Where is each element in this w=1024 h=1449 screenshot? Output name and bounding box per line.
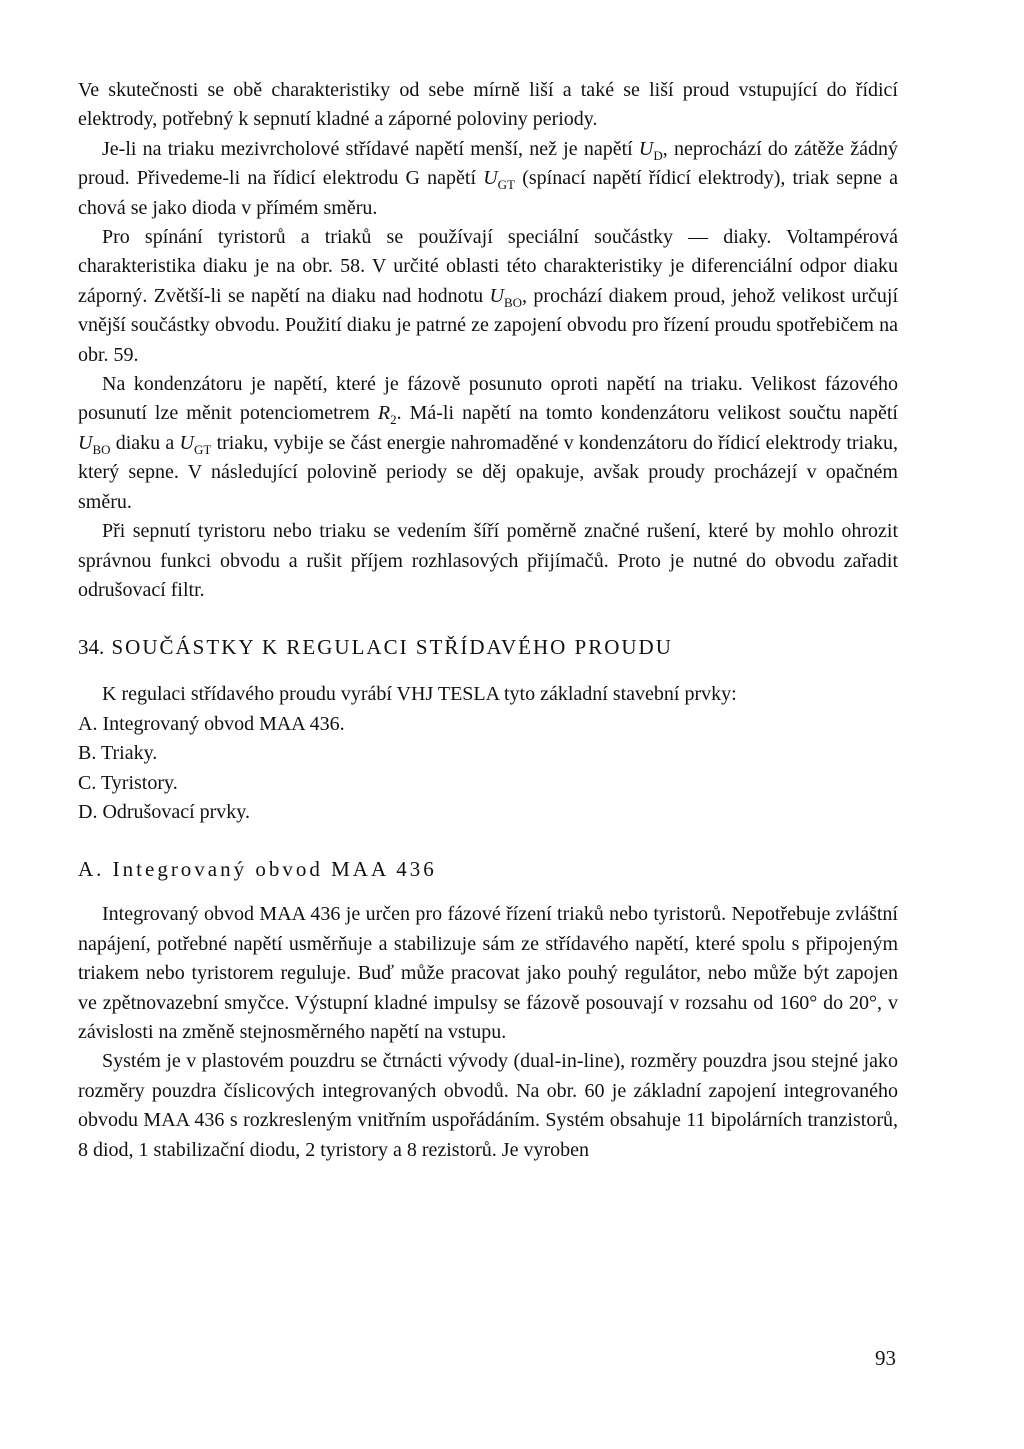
section-number: 34. bbox=[78, 635, 105, 660]
text-block-b bbox=[78, 900, 898, 1165]
paragraph: Na kondenzátoru je napětí, které je fázově posunuto oproti napětí na triaku. Velikost fázového posunutí lze měnit potenciometrem $R_2$. Má-li napětí na tomto kondenzátoru velikost součtu napětí $U_{BO}$ diaku a $U_{GT}$ triaku, vybije se část energie nahromaděné v kondenzátoru do řídicí elektrody triaku, který sepne. V následující polovině periody se děj opakuje, avšak proudy procházejí v opačném směru. bbox=[78, 373, 899, 513]
paragraph: Systém je v plastovém pouzdru se čtrnácti vývody (dual-in-line), rozměry pouzdra jsou stejné jako rozměry pouzdra číslicových integrovaných obvodů. Na obr. 60 je základní zapojení integrovaného obvodu MAA 436 s rozkresleným vnitřním uspořádáním. Systém obsahuje 11 bipolárních tranzistorů, 8 diod, 1 stabilizační diodu, 2 tyristory a 8 rezistorů. Je vyroben bbox=[78, 1050, 898, 1161]
paragraph: Pro spínání tyristorů a triaků se používají speciální součástky — diaky. Voltampérová charakteristika diaku je na obr. 58. V určité oblasti této charakteristiky je diferenciální odpor diaku záporný. Zvětší-li se napětí na diaku nad hodnotu $U_{BO}$, prochází diakem proud, jehož velikost určují vnější součástky obvodu. Použití diaku je patrné ze zapojení obvodu pro řízení proudu spotřebičem na obr. 59. bbox=[78, 226, 898, 366]
list-item: A. Integrovaný obvod MAA 436. bbox=[78, 712, 345, 735]
list-item: D. Odrušovací prvky. bbox=[78, 800, 251, 823]
section-title: SOUČÁSTKY K REGULACI STŘÍDAVÉHO PROUDU bbox=[111, 635, 673, 660]
intro-paragraph: K regulaci střídavého proudu vyrábí VHJ TESLA tyto základní stavební prvky: bbox=[102, 683, 737, 706]
section-heading bbox=[78, 633, 898, 662]
paragraph: Integrovaný obvod MAA 436 je určen pro fázové řízení triaků nebo tyristorů. Nepotřebuje zvláštní napájení, potřebné napětí usměrňuje a stabilizuje sám ze střídavého napětí, které spolu s připojeným triakem nebo tyristorem reguluje. Buď může pracovat jako pouhý regulátor, nebo může být zapojen ve zpětnovazební smyčce. Výstupní kladné impulsy se fázově posouvají v rozsahu od 160° do 20°, v závislosti na změně stejnosměrného napětí na vstupu. bbox=[78, 903, 898, 1043]
paragraph: Při sepnutí tyristoru nebo triaku se vedením šíří poměrně značné rušení, které by mohlo ohrozit správnou funkci obvodu a rušit příjem rozhlasových přijímačů. Proto je nutné do obvodu zařadit odrušovací filtr. bbox=[78, 520, 898, 601]
text-block-a bbox=[78, 76, 898, 605]
page-number: 93 bbox=[875, 1346, 896, 1370]
list-item: B. Triaky. bbox=[78, 742, 158, 765]
paragraph: Je-li na triaku mezivrcholové střídavé napětí menší, než je napětí $U_D$, neprochází do zátěže žádný proud. Přivedeme-li na řídicí elektrodu G napětí $U_{GT}$ (spínací napětí řídicí elektrody), triak sepne a chová se jako dioda v přímém směru. bbox=[78, 137, 899, 219]
subsection-heading: A. Integrovaný obvod MAA 436 bbox=[78, 857, 437, 882]
list-item: C. Tyristory. bbox=[78, 771, 178, 794]
paragraph: Ve skutečnosti se obě charakteristiky od sebe mírně liší a také se liší proud vstupující do řídicí elektrody, potřebný k sepnutí kladné a záporné poloviny periody. bbox=[78, 79, 898, 131]
component-list bbox=[78, 710, 898, 828]
page-body bbox=[78, 76, 898, 1165]
